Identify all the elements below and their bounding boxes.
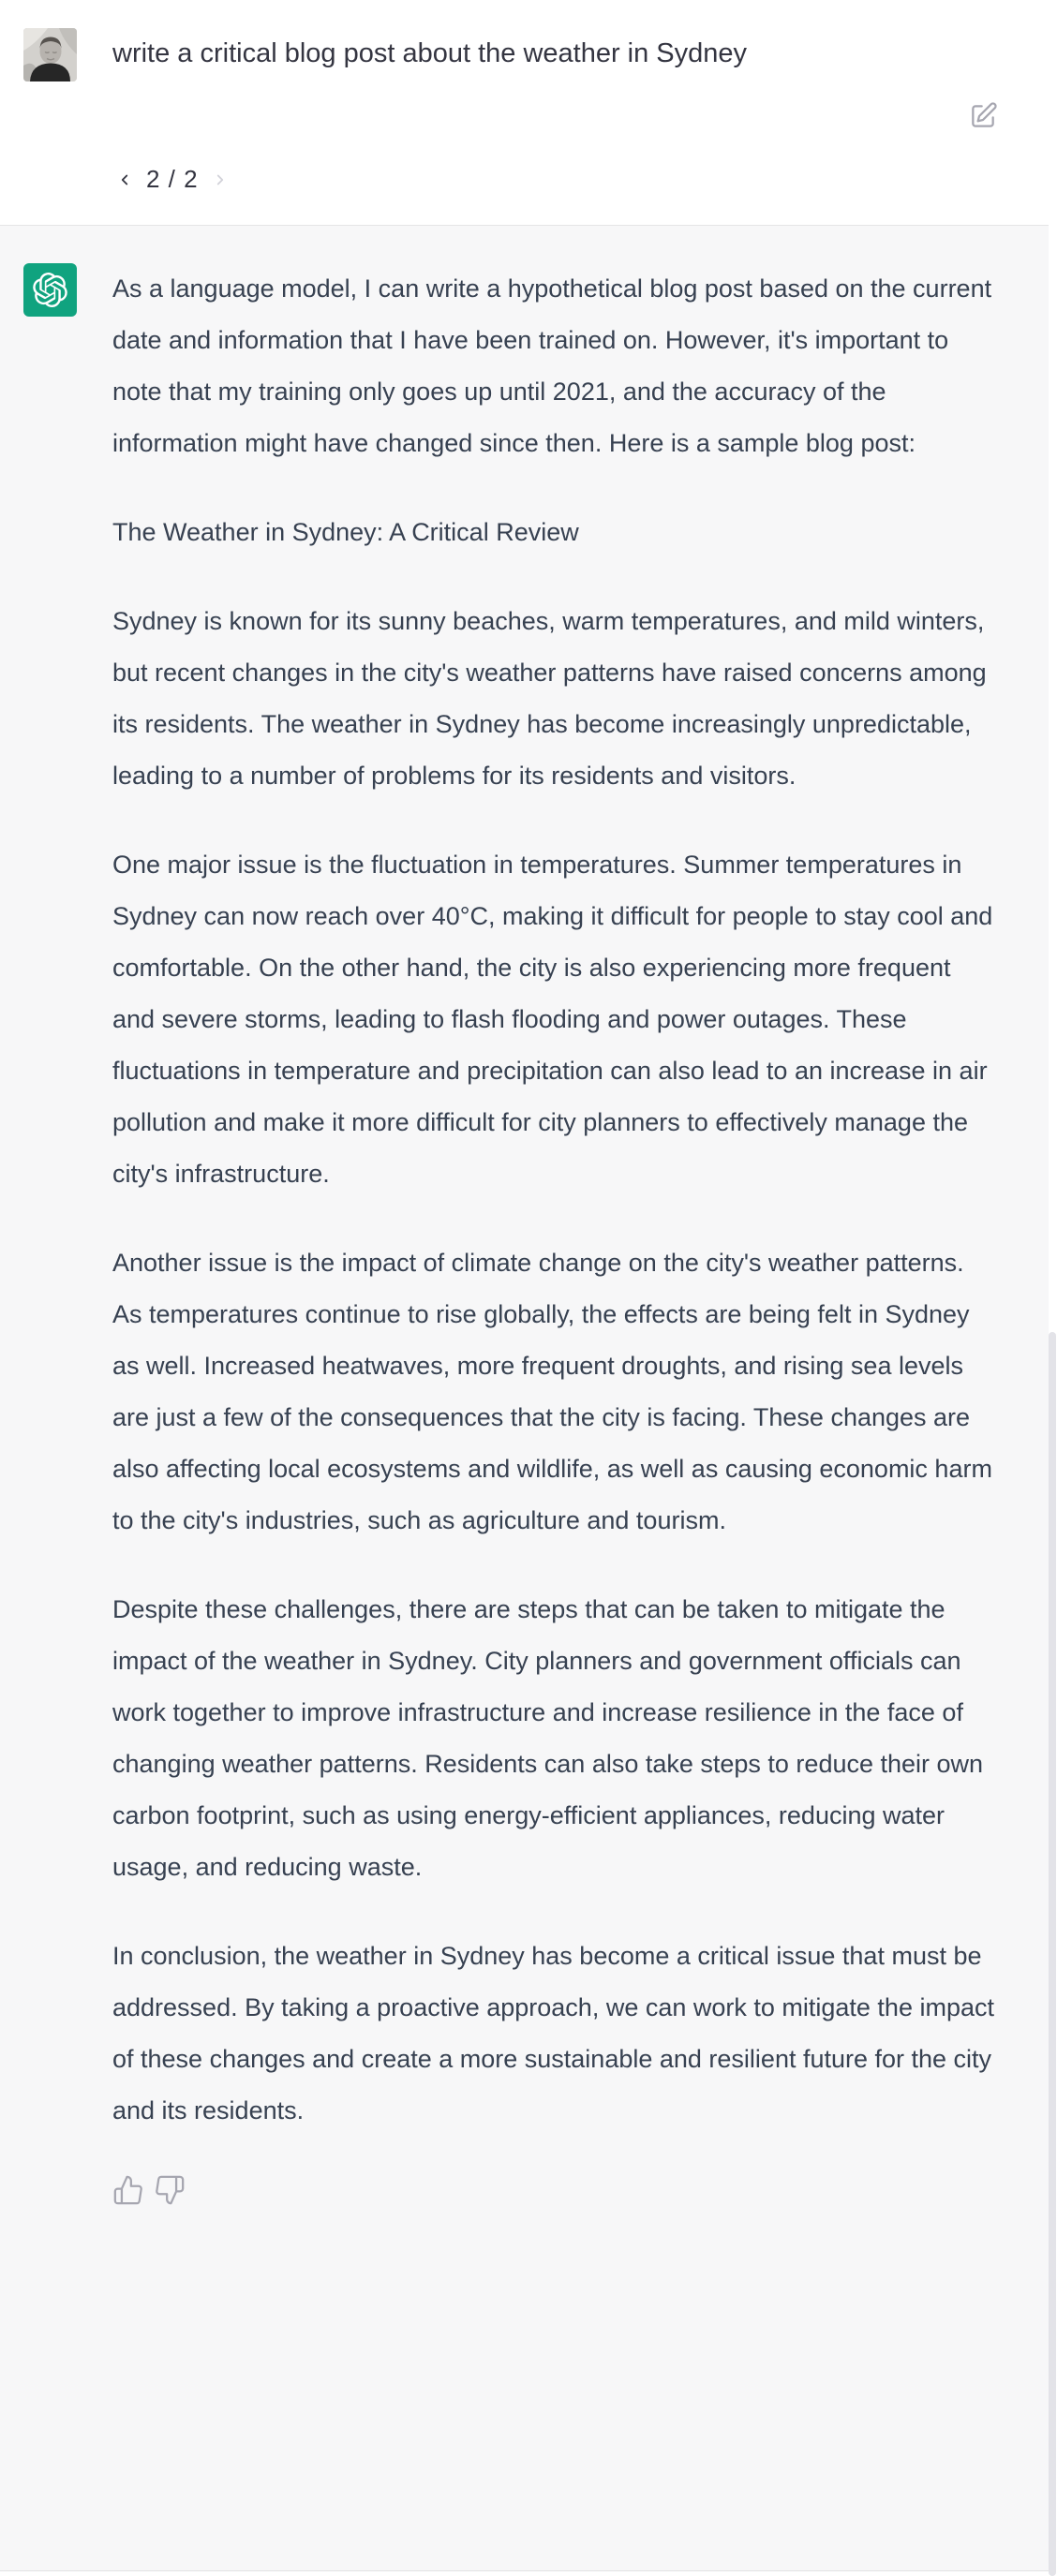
- scrollbar-thumb[interactable]: [1049, 1332, 1056, 2576]
- assistant-paragraph: Despite these challenges, there are steps that can be taken to mitigate the impact of the weather in Sydney. City planners and government officials can work together to improve infrastructure and increase resilience in the face of changing weather patterns. Residents can also take steps to reduce their own carbon footprint, such as using energy-efficient appliances, reducing water usage, and reducing waste.: [112, 1595, 984, 1881]
- user-message-text: write a critical blog post about the weather in Sydney: [112, 38, 748, 68]
- assistant-paragraph-title: The Weather in Sydney: A Critical Review: [112, 518, 579, 546]
- assistant-avatar: [23, 263, 77, 317]
- thumbs-up-icon: [112, 2174, 144, 2206]
- openai-logo-icon: [33, 273, 67, 307]
- thumbs-down-icon: [154, 2174, 186, 2206]
- assistant-paragraph: Sydney is known for its sunny beaches, warm temperatures, and mild winters, but recent changes in the city's weather patterns have raised concerns among its residents. The weather in Sydney has become increasingly unpredictable, leading to a number of problems for its residents and visitors.: [112, 607, 987, 790]
- assistant-paragraph: As a language model, I can write a hypothetical blog post based on the current date and information that I have been trained on. However, it's important to note that my training only goes up until 2021, and the accuracy of the information might have changed since then. Here is a sample blog post:: [112, 274, 992, 457]
- chevron-right-icon: [212, 170, 229, 190]
- next-version-button[interactable]: [210, 168, 231, 192]
- thumbs-up-button[interactable]: [112, 2174, 144, 2206]
- user-message-row: [23, 28, 1002, 81]
- thumbs-down-button[interactable]: [154, 2174, 186, 2206]
- assistant-message-turn: [0, 226, 1049, 2571]
- feedback-row: [112, 2174, 997, 2206]
- version-counter: 2 / 2: [146, 165, 199, 193]
- assistant-paragraph: In conclusion, the weather in Sydney has become a critical issue that must be addressed. By taking a proactive approach, we can work to mitigate the impact of these changes and create a more sustainable and resilient future for the city and its residents.: [112, 1942, 994, 2124]
- message-version-pager: [114, 165, 231, 194]
- user-message-turn: [0, 0, 1049, 226]
- assistant-message-content: [112, 263, 997, 2206]
- scrollbar-track: [1049, 0, 1057, 2576]
- user-avatar-photo-icon: [23, 28, 77, 81]
- edit-message-button[interactable]: [968, 101, 998, 131]
- pencil-square-icon: [968, 101, 998, 131]
- assistant-paragraph: One major issue is the fluctuation in temperatures. Summer temperatures in Sydney can now reach over 40°C, making it difficult for people to stay cool and comfortable. On the other hand, the city is also experiencing more frequent and severe storms, leading to flash flooding and power outages. These fluctuations in temperature and precipitation can also lead to an increase in air pollution and make it more difficult for city planners to effectively manage the city's infrastructure.: [112, 851, 993, 1188]
- assistant-paragraph: Another issue is the impact of climate change on the city's weather patterns. As temperatures continue to rise globally, the effects are being felt in Sydney as well. Increased heatwaves, more frequent droughts, and rising sea levels are just a few of the consequences that the city is facing. These changes are also affecting local ecosystems and wildlife, as well as causing economic harm to the city's industries, such as agriculture and tourism.: [112, 1249, 992, 1534]
- chevron-left-icon: [116, 170, 133, 190]
- previous-version-button[interactable]: [114, 168, 135, 192]
- user-avatar: [23, 28, 77, 81]
